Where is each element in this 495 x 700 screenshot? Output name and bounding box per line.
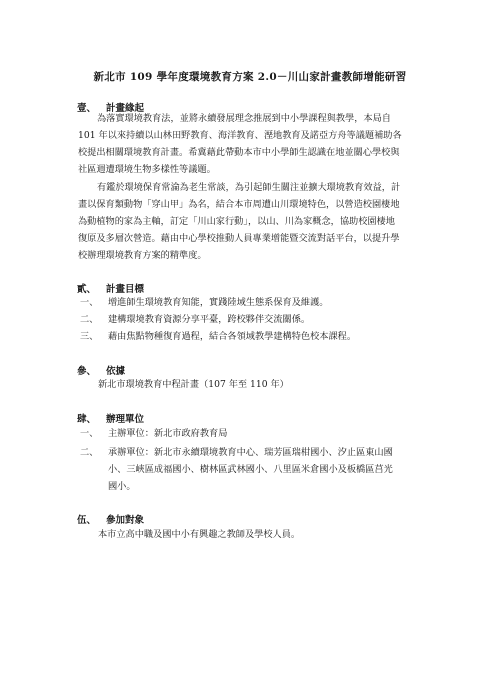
list-continuation-line: 小、三峽區成福國小、樹林區武林國小、八里區米倉國小及板橋區莒光 bbox=[108, 464, 393, 475]
section-number: 肆、 bbox=[77, 414, 97, 425]
paragraph-line: 社區週遭環境生物多樣性等議題。 bbox=[78, 164, 216, 175]
section-label: 參加對象 bbox=[106, 515, 145, 526]
list-text: 承辦單位：新北市永續環境教育中心、瑞芳區瑞柑國小、汐止區東山國 bbox=[108, 447, 393, 458]
list-text: 藉由焦點物種復育過程，結合各領域教學建構特色校本課程。 bbox=[108, 331, 357, 342]
list-text: 建構環境教育資源分享平臺，跨校夥伴交流關係。 bbox=[108, 314, 311, 325]
section-heading-organizers bbox=[77, 411, 144, 425]
list-item bbox=[80, 428, 227, 440]
section-heading-participants bbox=[77, 512, 144, 526]
section-number: 參、 bbox=[77, 366, 97, 377]
paragraph-line: 校提出相關環境教育計畫。希冀藉此帶動本市中小學師生認識在地並關心學校與 bbox=[78, 147, 400, 158]
paragraph-line: 新北市環境教育中程計畫（107 年至 110 年） bbox=[98, 379, 289, 390]
paragraph-line: 為落實環境教育法，並將永續發展理念推展到中小學課程與教學，本局自 bbox=[97, 113, 391, 124]
list-continuation-line: 國小。 bbox=[108, 481, 136, 492]
list-item bbox=[80, 447, 393, 459]
list-item bbox=[80, 297, 329, 309]
list-item bbox=[80, 331, 356, 343]
paragraph-line: 校辦理環境教育方案的精準度。 bbox=[78, 250, 207, 261]
paragraph-line: 為動植物的家為主軸，訂定「川山家行動」，以山、川為家概念，協助校園棲地 bbox=[78, 216, 395, 227]
list-marker: 一、 bbox=[80, 428, 99, 439]
document-title: 新北市 109 學年度環境教育方案 2.0－川山家計畫教師增能研習 bbox=[93, 71, 407, 83]
section-number: 貳、 bbox=[77, 284, 97, 295]
list-text: 主辦單位：新北市政府教育局 bbox=[108, 428, 228, 439]
section-label: 計畫目標 bbox=[106, 284, 145, 295]
list-marker: 二、 bbox=[80, 314, 99, 325]
list-item bbox=[80, 314, 310, 326]
paragraph-line: 本市立高中職及國中小有興趣之教師及學校人員。 bbox=[98, 529, 301, 540]
paragraph-line: 畫以保育類動物「穿山甲」為名，結合本市周遭山川環境特色，以營造校園棲地 bbox=[78, 199, 400, 210]
section-heading-goals bbox=[77, 281, 144, 295]
list-marker: 三、 bbox=[80, 331, 99, 342]
section-heading-origin bbox=[77, 100, 144, 114]
section-number: 壹、 bbox=[77, 103, 97, 114]
list-text: 增進師生環境教育知能，實踐陸域生態系保育及維護。 bbox=[108, 297, 329, 308]
section-number: 伍、 bbox=[77, 515, 97, 526]
paragraph-line: 有鑑於環境保育常淪為老生常談，為引起師生關注並擴大環境教育效益，計 bbox=[97, 182, 401, 193]
section-label: 辦理單位 bbox=[106, 414, 145, 425]
list-marker: 二、 bbox=[80, 447, 99, 458]
paragraph-line: 復原及多層次營造。藉由中心學校推動人員專業增能暨交流對話平台，以提升學 bbox=[78, 233, 400, 244]
section-heading-basis bbox=[77, 363, 125, 377]
section-label: 依據 bbox=[106, 366, 126, 377]
paragraph-line: 101 年以來持續以山林田野教育、海洋教育、溼地教育及諾亞方舟等議題補助各 bbox=[78, 130, 402, 141]
list-marker: 一、 bbox=[80, 297, 99, 308]
section-label: 計畫緣起 bbox=[106, 103, 145, 114]
